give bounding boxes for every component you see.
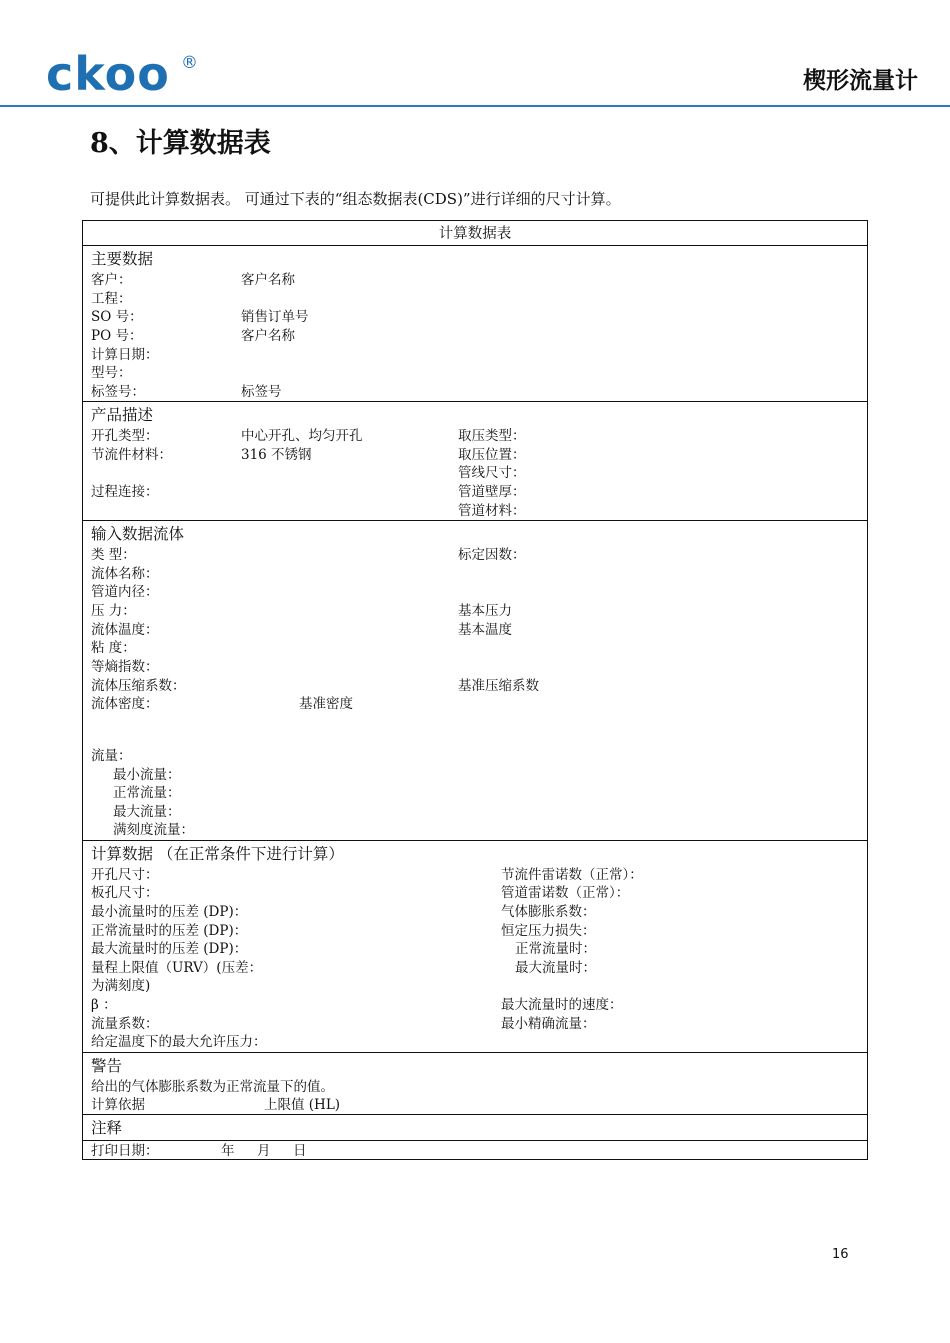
base-density-value: 基准密度: [299, 696, 353, 712]
document-title: 楔形流量计: [803, 68, 918, 94]
urv-label-line2: 为满刻度): [91, 978, 151, 994]
bore-type-label: 开孔类型：: [91, 428, 159, 444]
bore-type-value: 中心开孔、均匀开孔: [241, 428, 363, 444]
page-number: 16: [832, 1247, 849, 1262]
print-date-month: 月: [257, 1143, 271, 1159]
compressibility-label: 流体压缩系数：: [91, 678, 186, 694]
divider: [83, 1052, 867, 1053]
product-heading: 产品描述: [91, 406, 154, 424]
bore-size-label: 开孔尺寸：: [91, 867, 159, 883]
fluid-type-label: 类 型：: [91, 547, 136, 563]
pipe-id-label: 管道内径：: [91, 584, 159, 600]
flow-normal-label: 正常流量：: [113, 785, 181, 801]
fluid-density-label: 流体密度：: [91, 696, 159, 712]
po-label: PO 号：: [91, 328, 143, 344]
element-material-label: 节流件材料：: [91, 447, 172, 463]
fluid-name-label: 流体名称：: [91, 566, 159, 582]
print-date-year: 年: [221, 1143, 235, 1159]
divider: [83, 1114, 867, 1115]
calculation-heading: 计算数据 （在正常条件下进行计算）: [91, 845, 344, 863]
brand-logo: ckoo: [46, 47, 170, 101]
pipe-material-label: 管道材料：: [458, 503, 526, 519]
loss-max-label: 最大流量时：: [515, 960, 596, 976]
project-label: 工程：: [91, 291, 132, 307]
max-velocity-label: 最大流量时的速度：: [501, 997, 623, 1013]
tap-type-label: 取压类型：: [458, 428, 526, 444]
loss-normal-label: 正常流量时：: [515, 941, 596, 957]
fluid-heading: 输入数据流体: [91, 525, 185, 543]
flow-min-label: 最小流量：: [113, 767, 181, 783]
base-compressibility-label: 基准压缩系数: [458, 678, 539, 694]
min-accurate-flow-label: 最小精确流量：: [501, 1016, 596, 1032]
divider: [83, 245, 867, 246]
print-date-day: 日: [293, 1143, 307, 1159]
po-value: 客户名称: [241, 328, 295, 344]
expansion-factor-label: 气体膨胀系数：: [501, 904, 596, 920]
beta-label: β ：: [91, 997, 117, 1013]
flow-coefficient-label: 流量系数：: [91, 1016, 159, 1032]
so-value: 销售订单号: [241, 309, 309, 325]
tap-location-label: 取压位置：: [458, 447, 526, 463]
fluid-temperature-label: 流体温度：: [91, 622, 159, 638]
model-label: 型号：: [91, 365, 132, 381]
warning-text: 给出的气体膨胀系数为正常流量下的值。: [91, 1079, 334, 1095]
pressure-label: 压 力：: [91, 603, 136, 619]
element-material-value: 316 不锈钢: [241, 447, 312, 463]
dp-max-label: 最大流量时的压差 (DP)：: [91, 941, 248, 957]
base-temperature-label: 基本温度: [458, 622, 512, 638]
intro-text: 可提供此计算数据表。 可通过下表的“组态数据表(CDS)”进行详细的尺寸计算。: [90, 190, 621, 208]
calc-date-label: 计算日期：: [91, 347, 159, 363]
calculation-data-table: [82, 220, 868, 1160]
tag-value: 标签号: [241, 384, 282, 400]
customer-label: 客户：: [91, 272, 132, 288]
plate-size-label: 板孔尺寸：: [91, 885, 159, 901]
pipe-size-label: 管线尺寸：: [458, 465, 526, 481]
main-data-heading: 主要数据: [91, 250, 154, 268]
re-element-label: 节流件雷诺数（正常）：: [501, 867, 643, 883]
header-rule: [0, 105, 950, 107]
table-title: 计算数据表: [438, 226, 512, 242]
max-allowable-pressure-label: 给定温度下的最大允许压力：: [91, 1034, 267, 1050]
flow-full-scale-label: 满刻度流量：: [113, 822, 194, 838]
so-label: SO 号：: [91, 309, 143, 325]
process-connection-label: 过程连接：: [91, 484, 159, 500]
flow-max-label: 最大流量：: [113, 804, 181, 820]
dp-normal-label: 正常流量时的压差 (DP)：: [91, 923, 248, 939]
customer-value: 客户名称: [241, 272, 295, 288]
calc-basis-value: 上限值 (HL): [264, 1097, 341, 1113]
viscosity-label: 粘 度：: [91, 640, 136, 656]
pipe-wall-label: 管道壁厚：: [458, 484, 526, 500]
divider: [83, 1140, 867, 1141]
notes-heading: 注释: [91, 1119, 123, 1137]
permanent-loss-label: 恒定压力损失：: [501, 923, 596, 939]
section-title: 8、计算数据表: [90, 128, 271, 159]
registered-mark: ®: [181, 53, 198, 73]
print-date-label: 打印日期：: [91, 1143, 159, 1159]
urv-label-line1: 量程上限值（URV）(压差：: [91, 960, 263, 976]
re-pipe-label: 管道雷诺数（正常）：: [501, 885, 630, 901]
isentropic-label: 等熵指数：: [91, 659, 159, 675]
calibration-factor-label: 标定因数：: [458, 547, 526, 563]
dp-min-label: 最小流量时的压差 (DP)：: [91, 904, 248, 920]
divider: [83, 401, 867, 402]
tag-label: 标签号：: [91, 384, 145, 400]
divider: [83, 520, 867, 521]
calc-basis-label: 计算依据: [91, 1097, 145, 1113]
flow-label: 流量：: [91, 748, 132, 764]
base-pressure-label: 基本压力: [458, 603, 512, 619]
warning-heading: 警告: [91, 1057, 123, 1075]
divider: [83, 840, 867, 841]
